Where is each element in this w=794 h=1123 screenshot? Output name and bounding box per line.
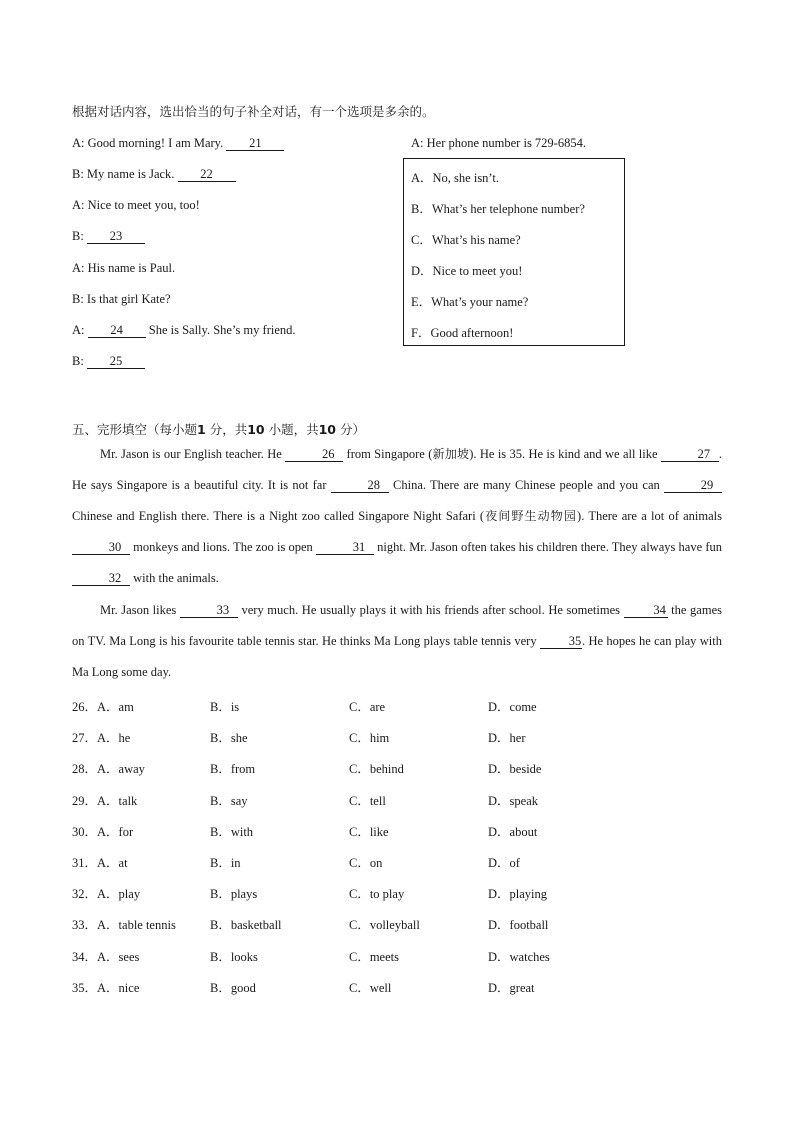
choice-option-b[interactable] (210, 978, 256, 996)
passage-text: China. There are many Chinese people and you can (388, 478, 664, 492)
choice-option-c[interactable] (349, 697, 385, 715)
choice-text: D．watches (488, 949, 550, 964)
choice-option-a[interactable] (72, 915, 176, 933)
choice-option-a[interactable] (72, 728, 130, 746)
dialogue-line (72, 167, 236, 182)
passage-text: . He says Singapore is a beautiful city. It is not far (72, 447, 722, 492)
dialogue-line-right: A: Her phone number is 729-6854. (411, 136, 586, 150)
cloze-blank-30[interactable]: 30 (72, 541, 130, 555)
choice-option-d[interactable] (488, 853, 520, 871)
heading-number: 10 (247, 422, 265, 437)
option-c: C．What’s his name? (411, 233, 521, 247)
choice-text: B．basketball (210, 918, 282, 933)
choice-option-d[interactable] (488, 978, 535, 996)
dialogue-text: B: Is that girl Kate? (72, 292, 171, 306)
choice-text: A．sees (97, 949, 140, 964)
choice-option-a[interactable] (72, 791, 137, 809)
choice-option-a[interactable] (72, 978, 139, 996)
option-b: B．What’s her telephone number? (411, 202, 585, 216)
choice-text: B．say (210, 793, 248, 808)
question-number: 33． (72, 918, 98, 933)
question-number: 26． (72, 700, 98, 714)
choice-option-d[interactable] (488, 915, 548, 933)
cloze-paragraph-2 (72, 595, 722, 688)
question-number: 28． (72, 762, 98, 777)
choice-text: C．to play (349, 887, 405, 902)
passage-text: with the animals. (130, 571, 219, 585)
passage-text: Mr. Jason is our English teacher. He (100, 447, 286, 461)
choice-option-c[interactable] (349, 915, 420, 933)
choice-text: D．of (488, 856, 520, 870)
passage-text: night. Mr. Jason often takes his children there. They always have fun (374, 540, 722, 554)
choice-option-c[interactable] (349, 884, 404, 902)
passage-text: from Singapore ( (343, 447, 433, 461)
cloze-blank-28[interactable]: 28 (331, 479, 389, 493)
heading-text: 分，共 (205, 422, 248, 437)
heading-text: 分） (336, 422, 365, 437)
option-f: F．Good afternoon! (411, 326, 514, 340)
choice-option-d[interactable] (488, 822, 537, 840)
choice-text: B．is (210, 700, 240, 714)
dialogue-line (72, 229, 145, 244)
cloze-paragraph-1 (72, 439, 722, 594)
options-box (403, 158, 625, 346)
cloze-blank-27[interactable]: 27 (661, 448, 719, 462)
choice-text: B．looks (210, 949, 258, 964)
choice-text: A．play (97, 887, 141, 902)
choice-option-a[interactable] (72, 853, 128, 871)
dialogue-text: B: My name is Jack. (72, 167, 178, 181)
dialogue-text: A: (72, 323, 88, 337)
question-number: 32． (72, 887, 98, 902)
choice-option-d[interactable] (488, 947, 550, 965)
answer-blank-25[interactable]: 25 (87, 355, 145, 369)
choice-option-b[interactable] (210, 884, 257, 902)
cloze-blank-32[interactable]: 32 (72, 572, 130, 586)
choice-text: B．she (210, 731, 248, 746)
choice-text: A．he (97, 731, 131, 746)
choice-option-d[interactable] (488, 728, 526, 746)
choice-option-b[interactable] (210, 947, 258, 965)
cloze-blank-29[interactable]: 29 (664, 479, 722, 493)
cloze-blank-35[interactable]: 35 (540, 635, 582, 649)
choice-text: C．like (349, 824, 389, 839)
passage-chinese: 新加坡 (432, 447, 470, 461)
choice-text: A．at (97, 856, 128, 870)
choice-text: B．with (210, 824, 254, 839)
passage-text: very much. He usually plays it with his friends after school. He sometimes (237, 603, 624, 617)
choice-text: B．in (210, 856, 241, 870)
choice-text: D．great (488, 980, 535, 995)
question-number: 34． (72, 949, 98, 964)
passage-text: ). He is 35. He is kind and we all like (469, 447, 661, 461)
answer-blank-23[interactable]: 23 (87, 230, 145, 244)
choice-option-b[interactable] (210, 853, 241, 871)
choice-text: C．tell (349, 793, 386, 808)
passage-text: Mr. Jason likes (100, 603, 180, 617)
choice-text: C．meets (349, 949, 399, 964)
choice-option-a[interactable] (72, 822, 133, 840)
choice-text: D．beside (488, 762, 542, 777)
dialogue-text: A: Nice to meet you, too! (72, 198, 200, 212)
choice-text: C．well (349, 980, 392, 995)
choice-option-a[interactable] (72, 947, 139, 965)
choice-text: D．about (488, 824, 538, 839)
answer-blank-21[interactable]: 21 (226, 137, 284, 151)
dialogue-line (72, 354, 145, 369)
dialogue-line (72, 292, 171, 307)
dialogue-line (72, 136, 284, 151)
passage-text: ). There are a lot of animals (577, 509, 722, 523)
dialogue-text: A: Good morning! I am Mary. (72, 136, 227, 150)
choice-text: C．are (349, 700, 386, 714)
dialogue-line (72, 198, 200, 213)
choice-option-a[interactable] (72, 884, 140, 902)
dialogue-line (72, 261, 175, 276)
question-number: 31． (72, 856, 98, 870)
choice-option-b[interactable] (210, 697, 239, 715)
choice-text: C．on (349, 856, 383, 870)
cloze-blank-34[interactable]: 34 (624, 604, 668, 618)
dialogue-text: She is Sally. She’s my friend. (145, 323, 296, 337)
choice-text: B．plays (210, 887, 258, 902)
choice-option-b[interactable] (210, 728, 248, 746)
dialogue-text: B: (72, 229, 87, 243)
choice-option-d[interactable] (488, 884, 547, 902)
passage-text: . He hopes he can play with Ma Long some day. (72, 634, 722, 679)
question-number: 27． (72, 731, 98, 746)
cloze-blank-31[interactable]: 31 (316, 541, 374, 555)
answer-blank-22[interactable]: 22 (178, 168, 236, 182)
option-e: E．What’s your name? (411, 295, 529, 309)
choice-option-d[interactable] (488, 697, 537, 715)
choice-option-b[interactable] (210, 915, 282, 933)
choice-text: A．nice (97, 980, 140, 995)
choice-option-c[interactable] (349, 728, 389, 746)
option-d: D．Nice to meet you! (411, 264, 523, 278)
choice-text: C．behind (349, 762, 404, 777)
choice-option-c[interactable] (349, 853, 382, 871)
choice-text: A．am (97, 700, 134, 714)
passage-chinese: 夜间野生动物园 (484, 509, 578, 523)
cloze-heading (72, 420, 365, 438)
dialogue-text: A: His name is Paul. (72, 261, 176, 275)
choice-option-d[interactable] (488, 791, 538, 809)
passage-text: the games on TV. Ma Long is his favourite table tennis star. He thinks Ma Long plays table tennis very (72, 603, 722, 648)
question-number: 30． (72, 824, 98, 839)
cloze-blank-33[interactable]: 33 (180, 604, 238, 618)
choice-text: A．away (97, 762, 145, 777)
heading-text: 五、完形填空（每小题 (72, 422, 198, 437)
choice-text: C．him (349, 731, 390, 746)
choice-option-c[interactable] (349, 978, 391, 996)
choice-option-c[interactable] (349, 791, 386, 809)
dialogue-line (72, 323, 296, 338)
choice-text: A．table tennis (97, 918, 176, 933)
choice-text: D．come (488, 700, 537, 714)
option-a: A．No, she isn’t. (411, 171, 499, 185)
choice-option-c[interactable] (349, 759, 404, 777)
choice-option-a[interactable] (72, 759, 145, 777)
passage-text: monkeys and lions. The zoo is open (130, 540, 316, 554)
choice-option-b[interactable] (210, 791, 248, 809)
cloze-blank-26[interactable]: 26 (285, 448, 343, 462)
heading-text: 小题，共 (264, 422, 319, 437)
choice-text: D．playing (488, 887, 548, 902)
choice-option-b[interactable] (210, 822, 253, 840)
heading-number: 1 (197, 422, 206, 437)
choice-option-c[interactable] (349, 947, 399, 965)
choice-option-c[interactable] (349, 822, 389, 840)
dialogue-text: B: (72, 354, 87, 368)
choice-text: C．volleyball (349, 918, 420, 933)
choice-text: A．talk (97, 793, 138, 808)
choice-text: B．good (210, 980, 256, 995)
choice-option-b[interactable] (210, 759, 255, 777)
choice-option-d[interactable] (488, 759, 541, 777)
question-number: 35． (72, 980, 98, 995)
answer-blank-24[interactable]: 24 (88, 324, 146, 338)
passage-text: Chinese and English there. There is a Night zoo called Singapore Night Safari ( (72, 509, 485, 523)
choice-option-a[interactable] (72, 697, 134, 715)
choice-text: D．her (488, 731, 526, 746)
choice-text: D．football (488, 918, 549, 933)
choice-text: D．speak (488, 793, 538, 808)
question-number: 29． (72, 793, 98, 808)
dialogue-instruction: 根据对话内容，选出恰当的句子补全对话，有一个选项是多余的。 (72, 104, 435, 119)
choice-text: A．for (97, 824, 134, 839)
choice-text: B．from (210, 762, 256, 777)
heading-number: 10 (318, 422, 336, 437)
